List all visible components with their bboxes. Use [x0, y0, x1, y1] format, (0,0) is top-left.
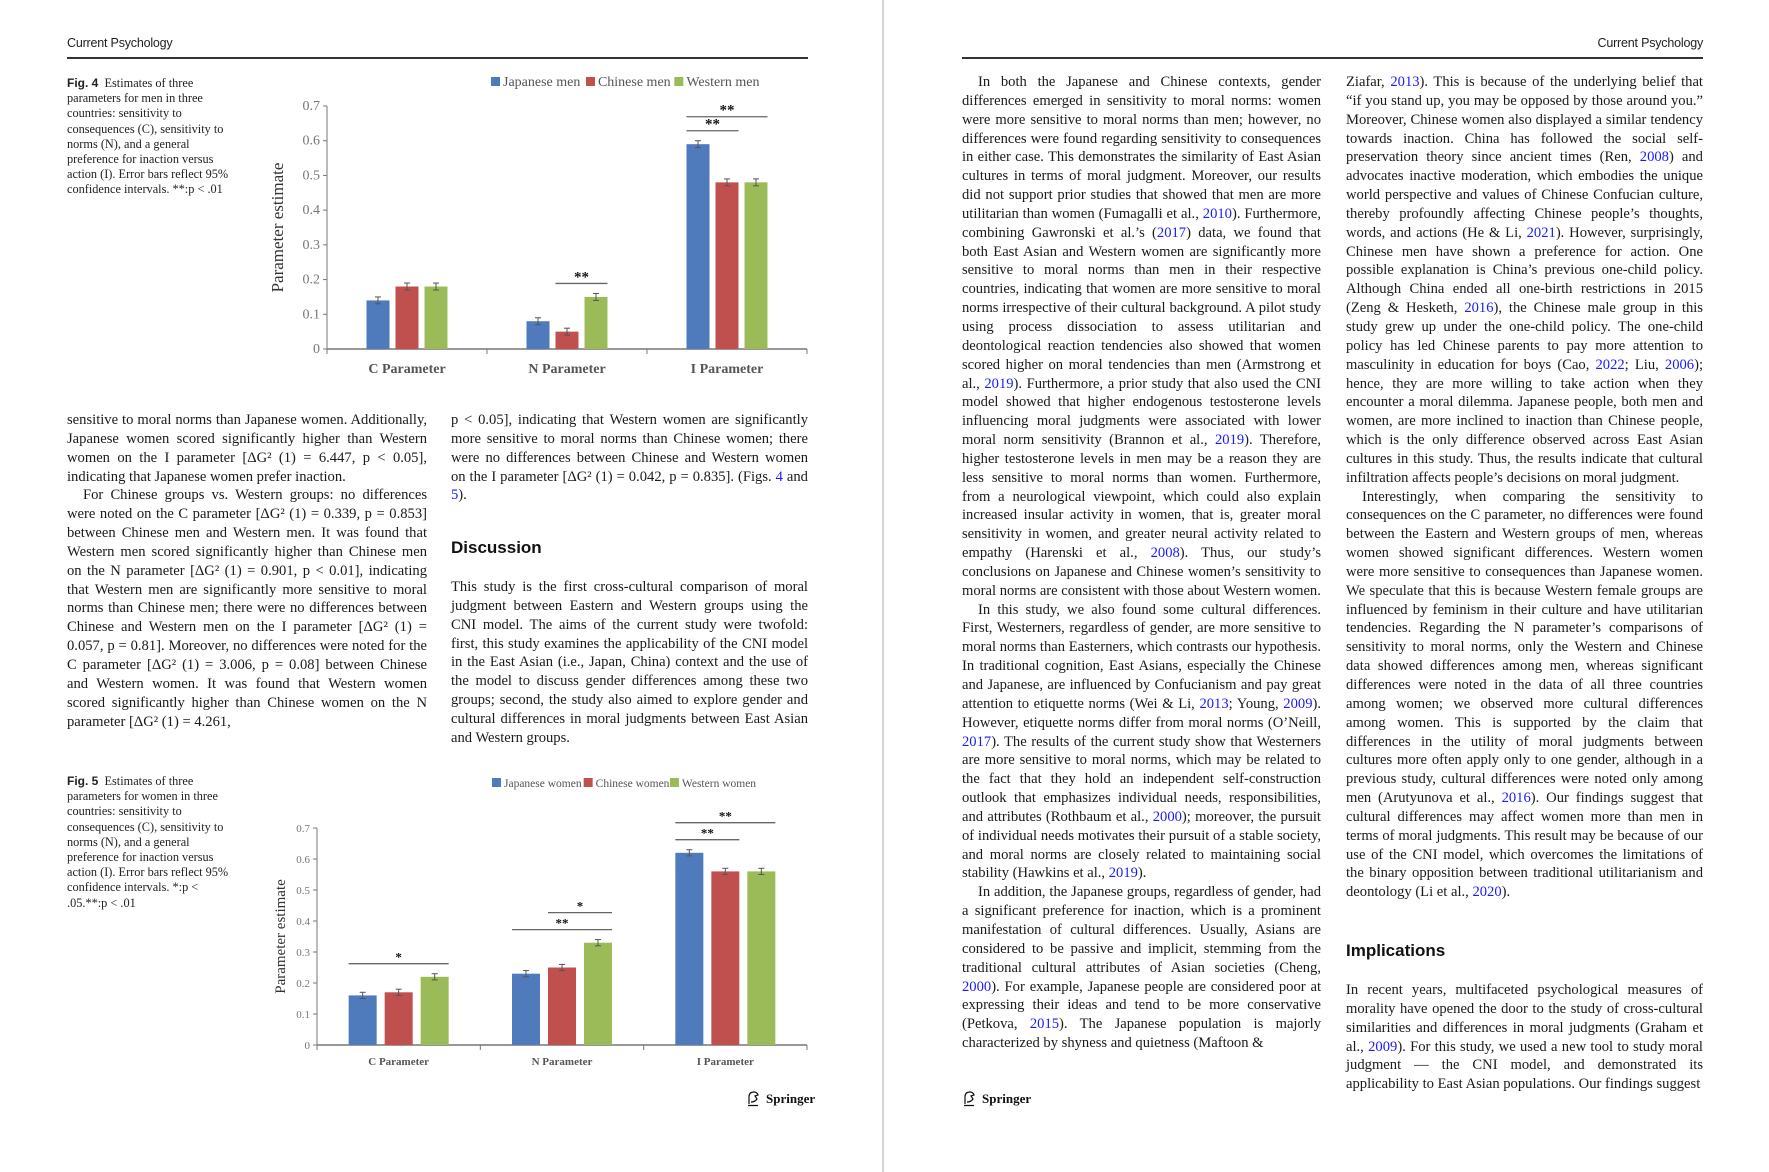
paragraph: In addition, the Japanese groups, regardless of gender, had a significant preference for inaction, which is a prominent manifestation of cultural differences. Usually, Asians are considered to be passive and implicit, stemming from the traditional cultural attributes of Asian societies (Cheng, 2000). For example, Japanese people are considered poor at expressing their ideas and tend to be more conservative (Petkova, 2015). The Japanese population is majorly characterized by shyness and quietness (Maftoon & — [962, 884, 1321, 1052]
citation-link[interactable]: 2022 — [1595, 356, 1625, 373]
y-tick-label: 0.5 — [302, 168, 320, 184]
citation-link[interactable]: 2017 — [962, 733, 992, 750]
fig4-label: Fig. 4 — [67, 76, 99, 90]
bar — [584, 943, 612, 1045]
citation-link[interactable]: 2015 — [1029, 1016, 1060, 1033]
significance-marker: ** — [705, 116, 720, 133]
fig5-link[interactable]: 5 — [451, 487, 459, 504]
citation-link[interactable]: 2000 — [1152, 808, 1182, 825]
y-tick-label: 0.3 — [302, 237, 320, 253]
left-text-column — [962, 73, 1321, 1053]
citation-link[interactable]: 2019 — [1214, 432, 1245, 449]
x-category-label: N Parameter — [531, 1056, 593, 1068]
citation-link[interactable]: 2009 — [1283, 695, 1313, 712]
running-head-right: Current Psychology — [1597, 36, 1703, 50]
right-page — [884, 0, 1769, 1172]
running-head-left: Current Psychology — [67, 36, 173, 50]
paragraph: Interestingly, when comparing the sensitivity to consequences on the C parameter, no differences were found between the Eastern and Western groups of men, whereas women showed significant differences. Western women were more sensitive to consequences than Japanese women. We speculate that this is because Western female groups are influenced by feminism in their culture and have utilitarian tendencies. Regarding the N parameter’s comparisons of sensitivity to moral norms, only the Western and Chinese data showed differences among men, whereas significant differences were noted in the data of all three countries among women; we observed more cultural differences among women. This is supported by the claim that differences in the utility of moral judgments between cultures more often apply only to one gender, although in a previous study, cultural differences were noted only among men (Arutyunova et al., 2016). Our findings suggest that cultural differences may affect women more than men in terms of moral judgments. This result may be because of our use of the CNI model, which overcomes the limitations of the binary opposition between traditional utilitarianism and deontology (Li et al., 2020). — [1346, 488, 1703, 901]
bar — [385, 992, 413, 1045]
left-text-column — [67, 411, 427, 731]
significance-marker: ** — [574, 269, 589, 286]
legend-swatch-icon — [584, 778, 593, 787]
fig4-caption — [67, 76, 237, 198]
paragraph: This study is the first cross-cultural comparison of moral judgment between Eastern and Western groups using the CNI model. The aims of the current study were twofold: first, this study examines the applicability of the CNI model in the East Asian (i.e., Japan, China) context and the use of the model to discuss gender differences among these two groups; second, the study also aimed to explore gender and cultural differences in moral judgments between East Asian and Western groups. — [451, 579, 808, 746]
y-tick-label: 0.1 — [302, 307, 320, 323]
bar — [367, 300, 390, 349]
significance-marker: ** — [555, 915, 569, 931]
significance-marker: * — [395, 949, 402, 965]
y-tick-label: 0.3 — [296, 947, 310, 959]
fig5-label: Fig. 5 — [67, 774, 99, 788]
paragraph: sensitive to moral norms than Japanese women. Additionally, Japanese women scored significantly higher than Western women on the I parameter [ΔG² (1) = 6.447, p < 0.05], indicating that Japanese women prefer inaction. — [67, 412, 427, 485]
citation-link[interactable]: 2013 — [1199, 695, 1229, 712]
fig4-link[interactable]: 4 — [775, 468, 783, 485]
fig4-chart — [255, 72, 815, 392]
citation-link[interactable]: 2008 — [1150, 545, 1180, 562]
paragraph: In this study, we also found some cultural differences. First, Westerners, regardless of gender, are more sensitive to moral norms than Easterners, which contrasts our hypothesis. In traditional cognition, East Asians, especially the Chinese and Japanese, are influenced by Confucianism and pay great attention to etiquette norms (Wei & Li, 2013; Young, 2009). However, etiquette norms differ from moral norms (O’Neill, 2017). The results of the current study show that Westerners are more sensitive to moral norms, which may be related to the fact that they hold an independent self-construction outlook that emphasizes individual needs, responsibilities, and attributes (Rothbaum et al., 2000); moreover, the pursuit of individual needs motivates their pursuit of a stable society, and moral norms are closely related to maintaining social stability (Hawkins et al., 2019). — [962, 601, 1321, 882]
legend-label: Chinese men — [597, 75, 671, 90]
bar — [548, 968, 576, 1046]
implications-heading: Implications — [1346, 941, 1446, 961]
springer-logo-icon — [746, 1090, 761, 1107]
y-tick-label: 0 — [313, 342, 320, 357]
x-category-label: C Parameter — [368, 362, 446, 377]
header-rule — [962, 57, 1703, 59]
citation-link[interactable]: 2021 — [1526, 224, 1556, 241]
bar — [396, 287, 419, 349]
x-category-label: N Parameter — [528, 362, 606, 377]
paragraph: In both the Japanese and Chinese contexts, gender differences emerged in sensitivity to moral norms: women were more sensitive to moral norms than men; however, no differences were found regarding sensitivity to consequences in either case. This demonstrates the similarity of East Asian cultures in terms of moral judgment. Moreover, our results did not support prior studies that showed that men are more utilitarian than women (Fumagalli et al., 2010). Furthermore, combining Gawronski et al.’s (2017) data, we found that both East Asian and Western women are significantly more sensitive to moral norms than men in their respective countries, indicating that women are more sensitive to moral norms irrespective of their cultural background. A pilot study using process dissociation to assess utilitarian and deontological reaction tendencies also showed that women scored higher on moral tendencies than men (Armstrong et al., 2019). Furthermore, a prior study that also used the CNI model showed that higher endogenous testosterone levels influencing moral judgments were associated with lower moral norm sensitivity (Brannon et al., 2019). Therefore, higher testosterone levels in men may be a reason they are less sensitive to moral norms than women. Furthermore, from a neurological viewpoint, which could also explain increased insular activity in women, that is, greater moral sensitivity in women, and greater neural activity related to empathy (Harenski et al., 2008). Thus, our study’s conclusions on Japanese and Chinese women’s sensitivity to moral norms are consistent with those about Western women. — [962, 74, 1322, 599]
fig5-caption — [67, 774, 237, 911]
paragraph: Ziafar, 2013). This is because of the underlying belief that “if you stand up, you may be opposed by those around you.” Moreover, Chinese women also displayed a similar tendency towards inaction. China has followed the social self-preservation theory since ancient times (Ren, 2008) and advocates inactive moderation, which embodies the unique world perspective and values of Chinese Confucian culture, thereby profoundly affecting Chinese people’s thoughts, words, and actions (He & Li, 2021). However, surprisingly, Chinese men have shown a preference for action. One possible explanation is China’s previous one-child policy. Although China ended all one-birth restrictions in 2015 (Zeng & Hesketh, 2016), the Chinese male group in this study grew up under the one-child policy. The one-child policy has led Chinese parents to pay more attention to masculinity in education for boys (Cao, 2022; Liu, 2006); hence, they are more willing to take action when they encounter a moral dilemma. Japanese people, both men and women, are more inclined to inaction than Chinese people, which is the only difference observed across East Asian cultures in this study. Thus, the results indicate that cultural infiltration affects people’s decisions on moral judgment. — [1346, 74, 1703, 486]
y-tick-label: 0.7 — [296, 823, 310, 835]
right-text-column — [1346, 73, 1703, 1094]
bar — [687, 144, 710, 349]
citation-link[interactable]: 2016 — [1501, 790, 1531, 807]
y-tick-label: 0.4 — [296, 916, 310, 928]
legend-label: Chinese women — [595, 778, 670, 790]
left-page — [0, 0, 882, 1172]
y-tick-label: 0.2 — [296, 978, 310, 990]
citation-link[interactable]: 2016 — [1464, 300, 1494, 317]
citation-link[interactable]: 2006 — [1664, 356, 1695, 373]
legend-label: Western men — [686, 75, 760, 90]
y-axis-label: Parameter estimate — [268, 162, 287, 293]
y-tick-label: 0.2 — [302, 272, 320, 288]
y-tick-label: 0.6 — [296, 854, 310, 866]
x-category-label: I Parameter — [696, 1056, 754, 1068]
significance-marker: ** — [718, 808, 732, 824]
citation-link[interactable]: 2010 — [1202, 205, 1232, 222]
bar — [425, 287, 448, 349]
right-text-column — [451, 411, 808, 748]
paragraph: In recent years, multifaceted psychological measures of morality have opened the door to the study of cross-cultural similarities and differences in moral judgments (Graham et al., 2009). For this study, we used a new tool to study moral judgment — the CNI model, and demonstrated its applicability to East Asian populations. Our findings suggest — [1346, 981, 1703, 1093]
y-tick-label: 0.4 — [302, 203, 320, 219]
legend-label: Japanese men — [503, 75, 581, 90]
legend-swatch-icon — [491, 77, 500, 86]
bar — [711, 871, 739, 1045]
publisher-name: Springer — [982, 1090, 1032, 1106]
citation-link[interactable]: 2017 — [1156, 224, 1187, 241]
y-tick-label: 0.6 — [302, 133, 320, 149]
paragraph: For Chinese groups vs. Western groups: no differences were noted on the C parameter [ΔG² (1) = 0.339, p = 0.853] between Chinese men and Western men. It was found that Western men scored significantly higher than Chinese men on the N parameter [ΔG² (1) = 0.901, p < 0.01], indicating that Western men are significantly more sensitive to moral norms than Chinese men; there were no differences between Chinese and Western men on the I parameter [ΔG² (1) = 0.057, p = 0.81]. Moreover, no differences were noted for the C parameter [ΔG² (1) = 3.006, p = 0.08] between Chinese and Western women. It was found that Western women scored significantly higher than Chinese women on the N parameter [ΔG² (1) = 4.261, — [67, 487, 427, 730]
citation-link[interactable]: 2013 — [1390, 74, 1420, 90]
publisher-footer — [746, 1090, 815, 1107]
bar — [527, 321, 550, 349]
discussion-heading: Discussion — [451, 538, 542, 558]
bar — [745, 182, 768, 349]
y-tick-label: 0.1 — [296, 1009, 310, 1021]
legend-swatch-icon — [674, 77, 683, 86]
x-category-label: I Parameter — [690, 362, 764, 377]
legend-label: Japanese women — [504, 778, 582, 790]
bar — [349, 995, 377, 1045]
citation-link[interactable]: 2019 — [984, 375, 1014, 392]
citation-link[interactable]: 2020 — [1472, 884, 1502, 901]
legend-swatch-icon — [586, 77, 595, 86]
y-tick-label: 0.5 — [296, 885, 310, 897]
citation-link[interactable]: 2000 — [962, 978, 992, 995]
fig5-caption-text: Estimates of three parameters for women in three countries: sensitivity to consequences (C), sensitivity to norms (N), and a general preference for inaction versus action (I). Error bars reflect 95% confidence intervals. *:p < .05.**:p < .01 — [67, 774, 229, 910]
y-axis-label: Parameter estimate — [273, 879, 289, 994]
fig4-caption-text: Estimates of three parameters for men in three countries: sensitivity to consequences (C), sensitivity to norms (N), and a general preference for inaction versus action (I). Error bars reflect 95% confidence intervals. **:p < .01 — [67, 76, 229, 197]
bar — [585, 297, 608, 349]
citation-link[interactable]: 2009 — [1368, 1038, 1398, 1055]
bar — [747, 871, 775, 1045]
significance-marker: ** — [700, 825, 714, 841]
citation-link[interactable]: 2008 — [1639, 149, 1669, 166]
bar — [716, 182, 739, 349]
legend-label: Western women — [681, 778, 757, 790]
springer-logo-icon — [962, 1090, 977, 1107]
legend-swatch-icon — [670, 778, 679, 787]
y-tick-label: 0 — [304, 1040, 310, 1052]
y-tick-label: 0.7 — [302, 99, 320, 114]
publisher-footer — [962, 1090, 1031, 1107]
significance-marker: ** — [719, 102, 735, 119]
citation-link[interactable]: 2019 — [1108, 865, 1138, 882]
legend-swatch-icon — [492, 778, 501, 787]
paragraph: p < 0.05], indicating that Western women are significantly more sensitive to moral norms than Chinese women; there were no differences between Chinese and Western women on the I parameter [ΔG² (1) = 0.042, p = 0.835]. (Figs. 4 and 5). — [451, 412, 808, 504]
bar — [675, 853, 703, 1045]
fig5-chart — [255, 770, 815, 1070]
x-category-label: C Parameter — [368, 1056, 430, 1068]
bar — [421, 977, 449, 1045]
bar — [512, 974, 540, 1045]
header-rule — [67, 57, 808, 59]
publisher-name: Springer — [766, 1090, 816, 1106]
significance-marker: * — [576, 898, 584, 914]
